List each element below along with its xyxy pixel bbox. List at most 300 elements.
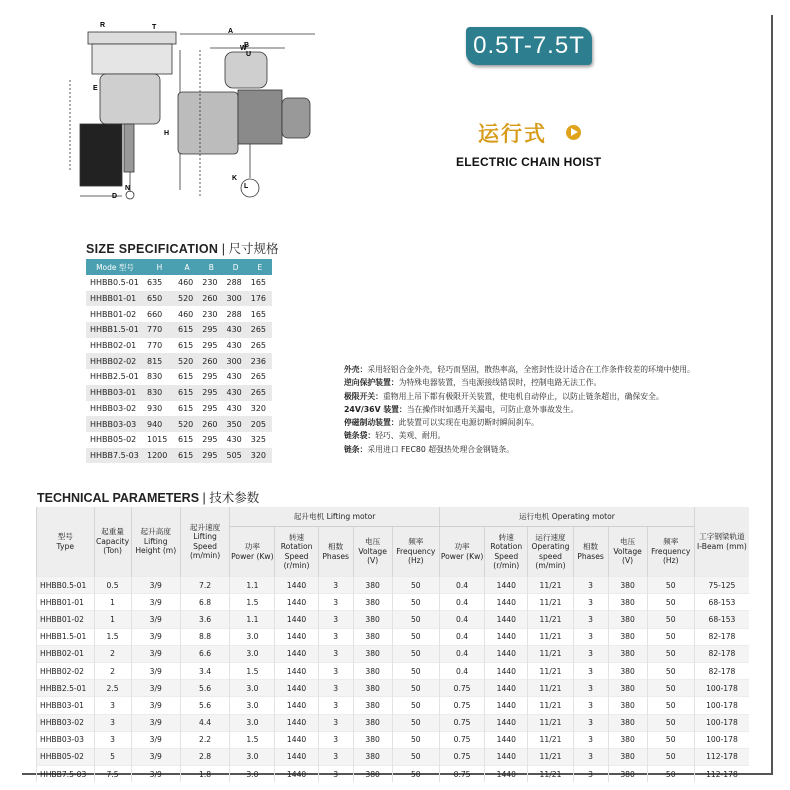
tech-cell: 1440 xyxy=(485,594,528,611)
tech-cell: 1440 xyxy=(485,645,528,662)
size-spec-cell: 230 xyxy=(199,275,223,291)
size-spec-header-row xyxy=(86,259,272,275)
tech-header-en: Rotation Speed (r/min) xyxy=(490,542,523,570)
tech-cell: 0.4 xyxy=(439,645,484,662)
tech-cell: 1440 xyxy=(485,714,528,731)
tech-header-cn: 频率 xyxy=(663,537,679,547)
tech-cell: 380 xyxy=(353,748,392,765)
tech-header-en: Voltage (V) xyxy=(358,546,387,566)
size-header-b: B xyxy=(199,259,223,275)
tech-cell: 3/9 xyxy=(131,611,180,628)
size-header-d: D xyxy=(223,259,247,275)
heading-divider: | xyxy=(202,491,210,505)
size-spec-cell: HHBB01-01 xyxy=(86,291,144,307)
tech-params-body xyxy=(37,577,750,783)
tech-cell: 1440 xyxy=(275,628,318,645)
tech-cell: 3.6 xyxy=(180,611,229,628)
tech-row xyxy=(37,697,750,714)
tech-cell: 50 xyxy=(392,680,439,697)
tech-cell: 380 xyxy=(608,611,647,628)
dim-label-e: E xyxy=(93,85,98,92)
size-spec-row xyxy=(86,416,272,432)
size-spec-cell: 260 xyxy=(199,353,223,369)
size-spec-cell: 1200 xyxy=(144,448,175,464)
size-spec-cell: 815 xyxy=(144,353,175,369)
tech-cell: 11/21 xyxy=(528,748,573,765)
dim-label-a: A xyxy=(228,28,234,35)
tech-header-cell xyxy=(180,507,229,577)
capacity-badge: 0.5T-7.5T xyxy=(466,27,592,65)
tech-cell: 11/21 xyxy=(528,611,573,628)
tech-cell: 3/9 xyxy=(131,645,180,662)
feature-label: 链条袋： xyxy=(344,431,376,441)
size-spec-cell: 236 xyxy=(248,353,272,369)
tech-row xyxy=(37,662,750,679)
tech-cell: 100-178 xyxy=(694,680,749,697)
size-spec-cell: 295 xyxy=(199,448,223,464)
size-spec-cell: 205 xyxy=(248,416,272,432)
tech-cell: 0.75 xyxy=(439,697,484,714)
size-spec-row xyxy=(86,306,272,322)
tech-cell: 6.8 xyxy=(180,594,229,611)
tech-cell: 2.8 xyxy=(180,748,229,765)
tech-cell: 75-125 xyxy=(694,577,749,594)
tech-cell: 82-178 xyxy=(694,628,749,645)
tech-params-header xyxy=(37,507,750,577)
size-header-e: E xyxy=(248,259,272,275)
feature-label: 24V/36V 装置： xyxy=(344,404,407,414)
tech-cell: 380 xyxy=(608,680,647,697)
tech-cell: 380 xyxy=(608,628,647,645)
dim-label-w: W xyxy=(240,45,247,52)
tech-cell: 3 xyxy=(94,714,131,731)
size-spec-cell: 615 xyxy=(175,338,199,354)
tech-cell: 1440 xyxy=(275,662,318,679)
tech-cell: 82-178 xyxy=(694,645,749,662)
dim-label-u: U xyxy=(246,51,252,58)
size-spec-cell: 460 xyxy=(175,275,199,291)
dim-label-d: D xyxy=(112,193,118,200)
tech-cell: 1.5 xyxy=(230,594,275,611)
size-spec-cell: 430 xyxy=(223,322,247,338)
tech-header-cell xyxy=(694,507,749,577)
size-spec-cell: 520 xyxy=(175,291,199,307)
hoist-front-view xyxy=(178,34,315,198)
tech-cell: 0.75 xyxy=(439,680,484,697)
tech-cell: 50 xyxy=(647,611,694,628)
tech-cell: HHBB01-01 xyxy=(37,594,95,611)
size-spec-cell: 288 xyxy=(223,275,247,291)
tech-cell: 50 xyxy=(392,577,439,594)
size-spec-cell: 770 xyxy=(144,322,175,338)
tech-cell: 4.4 xyxy=(180,714,229,731)
tech-cell: 1440 xyxy=(275,766,318,783)
tech-cell: 3 xyxy=(573,697,608,714)
tech-header-cn: 运行速度 xyxy=(535,532,566,542)
tech-header-en: Phases xyxy=(577,551,604,561)
feature-text: 此装置可以实现在电源切断时瞬间刹车。 xyxy=(398,418,539,428)
size-spec-cell: 288 xyxy=(223,306,247,322)
feature-label: 极限开关： xyxy=(344,391,383,401)
tech-cell: HHBB03-01 xyxy=(37,697,95,714)
feature-item xyxy=(344,363,764,376)
tech-cell: 1440 xyxy=(485,662,528,679)
tech-cell: 1.5 xyxy=(230,731,275,748)
tech-params-heading-en: TECHNICAL PARAMETERS xyxy=(37,491,200,505)
size-spec-cell: 430 xyxy=(223,401,247,417)
tech-cell: 0.75 xyxy=(439,731,484,748)
size-spec-cell: 265 xyxy=(248,385,272,401)
tech-cell: 2.5 xyxy=(94,680,131,697)
size-spec-cell: 615 xyxy=(175,322,199,338)
tech-header-cn: 功率 xyxy=(454,542,470,551)
tech-header-en: Lifting Height (m) xyxy=(135,536,177,556)
feature-item xyxy=(344,390,764,403)
tech-cell: 1440 xyxy=(485,680,528,697)
tech-cell: HHBB02-02 xyxy=(37,662,95,679)
tech-cell: 50 xyxy=(647,662,694,679)
feature-notes xyxy=(344,363,764,456)
size-spec-cell: HHBB0.5-01 xyxy=(86,275,144,291)
tech-cell: 380 xyxy=(608,662,647,679)
tech-header-cell xyxy=(392,527,439,577)
tech-cell: 380 xyxy=(608,577,647,594)
tech-cell: 68-153 xyxy=(694,611,749,628)
tech-cell: 11/21 xyxy=(528,662,573,679)
size-spec-cell: 176 xyxy=(248,291,272,307)
size-spec-cell: 430 xyxy=(223,369,247,385)
tech-cell: 380 xyxy=(353,628,392,645)
tech-cell: 1440 xyxy=(275,594,318,611)
title-en: ELECTRIC CHAIN HOIST xyxy=(456,155,602,169)
size-spec-cell: HHBB02-02 xyxy=(86,353,144,369)
tech-header-cell xyxy=(485,527,528,577)
tech-row xyxy=(37,748,750,765)
tech-cell: 1.8 xyxy=(180,766,229,783)
tech-cell: 50 xyxy=(392,748,439,765)
tech-cell: 5 xyxy=(94,748,131,765)
tech-cell: 5.6 xyxy=(180,697,229,714)
tech-header-cn: 起重量 xyxy=(101,527,124,537)
tech-cell: 50 xyxy=(647,577,694,594)
tech-cell: 3.0 xyxy=(230,714,275,731)
tech-cell: 50 xyxy=(392,714,439,731)
tech-cell: 11/21 xyxy=(528,697,573,714)
tech-cell: 112-178 xyxy=(694,748,749,765)
tech-cell: 3 xyxy=(573,731,608,748)
tech-cell: 3/9 xyxy=(131,594,180,611)
size-spec-cell: HHBB05-02 xyxy=(86,432,144,448)
tech-cell: 1 xyxy=(94,611,131,628)
tech-cell: 3 xyxy=(94,697,131,714)
size-spec-cell: 930 xyxy=(144,401,175,417)
size-spec-cell: 635 xyxy=(144,275,175,291)
size-spec-cell: 320 xyxy=(248,448,272,464)
tech-cell: 3 xyxy=(318,594,353,611)
tech-header-cell xyxy=(275,527,318,577)
tech-cell: 3/9 xyxy=(131,697,180,714)
tech-cell: 11/21 xyxy=(528,714,573,731)
size-spec-cell: HHBB1.5-01 xyxy=(86,322,144,338)
tech-cell: 1440 xyxy=(275,714,318,731)
tech-header-cell xyxy=(608,527,647,577)
tech-cell: 2.2 xyxy=(180,731,229,748)
tech-cell: 1.5 xyxy=(94,628,131,645)
size-spec-body xyxy=(86,275,272,463)
tech-cell: 1.5 xyxy=(230,662,275,679)
size-spec-cell: 260 xyxy=(199,291,223,307)
tech-row xyxy=(37,628,750,645)
size-spec-row xyxy=(86,291,272,307)
size-spec-cell: 260 xyxy=(199,416,223,432)
feature-item xyxy=(344,429,764,442)
tech-header-cell xyxy=(353,527,392,577)
size-spec-cell: 230 xyxy=(199,306,223,322)
tech-header-cn: 相数 xyxy=(328,542,344,551)
tech-params-heading xyxy=(37,488,259,506)
tech-cell: 50 xyxy=(647,748,694,765)
tech-cell: 1440 xyxy=(485,628,528,645)
tech-cell: 3/9 xyxy=(131,731,180,748)
tech-cell: 2 xyxy=(94,662,131,679)
tech-cell: 1440 xyxy=(275,645,318,662)
tech-cell: 3.0 xyxy=(230,766,275,783)
size-spec-cell: 295 xyxy=(199,401,223,417)
size-spec-row xyxy=(86,322,272,338)
tech-cell: HHBB1.5-01 xyxy=(37,628,95,645)
size-spec-cell: 430 xyxy=(223,338,247,354)
tech-row xyxy=(37,766,750,783)
size-spec-cell: 460 xyxy=(175,306,199,322)
tech-cell: 50 xyxy=(647,628,694,645)
tech-header-cn: 起升速度 xyxy=(189,522,221,532)
tech-cell: 0.75 xyxy=(439,714,484,731)
tech-cell: 11/21 xyxy=(528,645,573,662)
tech-cell: 50 xyxy=(647,731,694,748)
tech-cell: 7.2 xyxy=(180,577,229,594)
size-spec-cell: HHBB02-01 xyxy=(86,338,144,354)
hoist-side-view xyxy=(70,32,180,199)
size-spec-cell: 295 xyxy=(199,322,223,338)
feature-text: 为特殊电器装置，当电源接线错误时，控制电路无法工作。 xyxy=(398,378,602,388)
size-spec-cell: 520 xyxy=(175,416,199,432)
feature-text: 当在操作时如遇开关漏电，可防止意外事故发生。 xyxy=(406,404,579,414)
size-spec-row xyxy=(86,385,272,401)
tech-cell: 380 xyxy=(353,731,392,748)
tech-cell: 3 xyxy=(318,628,353,645)
tech-header-cell xyxy=(318,527,353,577)
feature-text: 重物用上吊下都有极限开关装置，使电机自动停止，以防止链条超出，确保安全。 xyxy=(382,391,664,401)
operating-motor-group: 运行电机 Operating motor xyxy=(439,507,694,527)
tech-cell: 3/9 xyxy=(131,766,180,783)
size-spec-cell: 165 xyxy=(248,306,272,322)
tech-cell: 3/9 xyxy=(131,577,180,594)
tech-row xyxy=(37,611,750,628)
tech-group-row xyxy=(37,507,750,527)
tech-cell: 1440 xyxy=(275,748,318,765)
heading-divider: | xyxy=(221,242,229,256)
tech-cell: 380 xyxy=(353,680,392,697)
size-spec-cell: HHBB03-02 xyxy=(86,401,144,417)
tech-cell: 1.1 xyxy=(230,577,275,594)
tech-cell: 3/9 xyxy=(131,628,180,645)
tech-header-en: Lifting Speed (m/min) xyxy=(189,532,221,560)
size-spec-cell: 265 xyxy=(248,338,272,354)
tech-cell: 0.4 xyxy=(439,628,484,645)
size-header-a: A xyxy=(175,259,199,275)
tech-cell: 3.4 xyxy=(180,662,229,679)
tech-cell: 1440 xyxy=(275,611,318,628)
tech-cell: 1440 xyxy=(485,748,528,765)
size-spec-cell: 830 xyxy=(144,385,175,401)
tech-header-en: Voltage (V) xyxy=(613,546,642,566)
tech-cell: HHBB03-02 xyxy=(37,714,95,731)
size-spec-cell: 615 xyxy=(175,448,199,464)
size-spec-cell: HHBB2.5-01 xyxy=(86,369,144,385)
tech-cell: 3 xyxy=(318,731,353,748)
tech-header-cell xyxy=(37,507,95,577)
size-spec-cell: 650 xyxy=(144,291,175,307)
size-spec-cell: HHBB7.5-03 xyxy=(86,448,144,464)
tech-header-cn: 起升高度 xyxy=(140,527,171,537)
play-icon xyxy=(566,125,581,140)
size-spec-cell: 615 xyxy=(175,401,199,417)
tech-header-cell xyxy=(647,527,694,577)
tech-cell: 3.0 xyxy=(230,748,275,765)
tech-cell: 3 xyxy=(318,714,353,731)
tech-cell: 1.1 xyxy=(230,611,275,628)
size-spec-cell: 165 xyxy=(248,275,272,291)
size-spec-row xyxy=(86,432,272,448)
tech-header-en: Power (Kw) xyxy=(231,551,274,561)
tech-header-en: Phases xyxy=(322,551,349,561)
tech-cell: 3 xyxy=(573,714,608,731)
tech-cell: 0.4 xyxy=(439,594,484,611)
tech-header-en: Operating speed (m/min) xyxy=(531,542,570,570)
tech-cell: 3 xyxy=(573,628,608,645)
feature-item xyxy=(344,443,764,456)
size-spec-cell: 615 xyxy=(175,369,199,385)
size-spec-cell: 660 xyxy=(144,306,175,322)
size-spec-cell: 770 xyxy=(144,338,175,354)
tech-cell: 3 xyxy=(318,645,353,662)
tech-cell: 0.4 xyxy=(439,662,484,679)
size-header-h: H xyxy=(144,259,175,275)
tech-cell: 3 xyxy=(318,662,353,679)
tech-cell: 3.0 xyxy=(230,645,275,662)
tech-cell: 1440 xyxy=(275,577,318,594)
tech-cell: 380 xyxy=(353,714,392,731)
tech-cell: 68-153 xyxy=(694,594,749,611)
tech-cell: 380 xyxy=(608,594,647,611)
tech-header-en: Power (Kw) xyxy=(440,551,484,561)
tech-cell: 8.8 xyxy=(180,628,229,645)
tech-cell: 50 xyxy=(392,611,439,628)
size-spec-cell: 430 xyxy=(223,385,247,401)
tech-cell: 50 xyxy=(647,645,694,662)
tech-cell: 3/9 xyxy=(131,662,180,679)
tech-header-cn: 电压 xyxy=(619,537,636,547)
size-spec-cell: 940 xyxy=(144,416,175,432)
tech-cell: 7.5 xyxy=(94,766,131,783)
size-spec-cell: 350 xyxy=(223,416,247,432)
tech-row xyxy=(37,714,750,731)
tech-cell: HHBB7.5-03 xyxy=(37,766,95,783)
tech-cell: 11/21 xyxy=(528,628,573,645)
dim-label-t: T xyxy=(152,24,157,31)
tech-cell: 3 xyxy=(573,680,608,697)
tech-cell: 380 xyxy=(608,714,647,731)
size-spec-heading-en: SIZE SPECIFICATION xyxy=(86,242,219,256)
tech-header-en: Capacity (Ton) xyxy=(95,536,130,556)
tech-cell: 11/21 xyxy=(528,766,573,783)
tech-row xyxy=(37,577,750,594)
tech-cell: 380 xyxy=(353,766,392,783)
tech-cell: 0.75 xyxy=(439,748,484,765)
tech-cell: 380 xyxy=(608,645,647,662)
dim-label-n: N xyxy=(125,185,131,192)
tech-cell: 50 xyxy=(392,594,439,611)
size-spec-row xyxy=(86,353,272,369)
tech-cell: 3 xyxy=(573,577,608,594)
tech-cell: 380 xyxy=(353,594,392,611)
tech-cell: 0.5 xyxy=(94,577,131,594)
tech-header-cn: 型号 xyxy=(57,532,73,541)
feature-item xyxy=(344,403,764,416)
dim-label-r: R xyxy=(100,22,106,29)
tech-header-en: Frequency (Hz) xyxy=(651,546,691,566)
size-spec-cell: HHBB03-01 xyxy=(86,385,144,401)
tech-header-en: I-Beam (mm) xyxy=(697,541,747,551)
tech-cell: HHBB0.5-01 xyxy=(37,577,95,594)
tech-cell: 3.0 xyxy=(230,680,275,697)
tech-cell: HHBB02-01 xyxy=(37,645,95,662)
size-spec-cell: 300 xyxy=(223,291,247,307)
dim-label-k: K xyxy=(232,175,238,182)
size-spec-cell: 520 xyxy=(175,353,199,369)
tech-cell: 50 xyxy=(392,697,439,714)
tech-cell: 3 xyxy=(318,766,353,783)
tech-header-cell xyxy=(573,527,608,577)
size-spec-cell: 430 xyxy=(223,432,247,448)
tech-cell: 3 xyxy=(573,662,608,679)
size-spec-heading-cn: 尺寸规格 xyxy=(228,242,279,256)
size-spec-row xyxy=(86,275,272,291)
tech-cell: 50 xyxy=(392,645,439,662)
size-spec-cell: 265 xyxy=(248,322,272,338)
tech-cell: 50 xyxy=(392,766,439,783)
tech-cell: 1440 xyxy=(275,697,318,714)
tech-header-cell xyxy=(439,527,484,577)
tech-row xyxy=(37,594,750,611)
tech-header-cell xyxy=(230,527,275,577)
tech-cell: 100-178 xyxy=(694,714,749,731)
size-spec-row xyxy=(86,448,272,464)
tech-cell: 1440 xyxy=(485,766,528,783)
tech-cell: 1440 xyxy=(275,680,318,697)
tech-cell: 11/21 xyxy=(528,731,573,748)
size-spec-cell: 300 xyxy=(223,353,247,369)
tech-cell: 6.6 xyxy=(180,645,229,662)
tech-cell: 380 xyxy=(608,697,647,714)
tech-header-en: Frequency (Hz) xyxy=(396,546,436,566)
tech-cell: 3 xyxy=(94,731,131,748)
tech-cell: HHBB2.5-01 xyxy=(37,680,95,697)
tech-header-cell xyxy=(131,507,180,577)
tech-header-cn: 频率 xyxy=(408,537,424,547)
tech-cell: 3/9 xyxy=(131,748,180,765)
tech-cell: HHBB01-02 xyxy=(37,611,95,628)
